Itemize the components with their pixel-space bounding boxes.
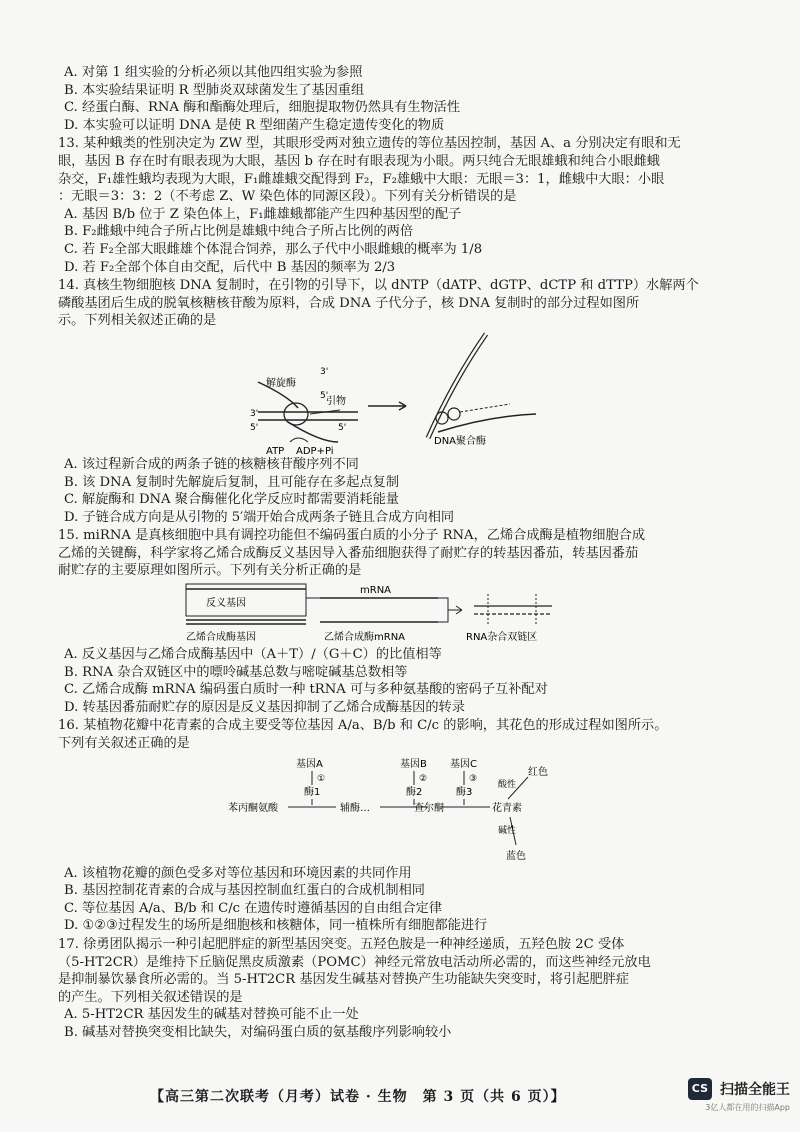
coenzyme-label: 辅酶… <box>340 802 370 814</box>
question-13 <box>58 135 748 276</box>
question-15 <box>58 527 748 716</box>
red-label: 红色 <box>528 766 548 778</box>
blue-label: 蓝色 <box>506 850 526 862</box>
q15-stem-2: 乙烯的关键酶，科学家将乙烯合成酶反义基因导入番茄细胞获得了耐贮存的转基因番茄，转基因番茄 <box>58 545 639 561</box>
end-5-top: 5' <box>320 390 329 401</box>
q15-option-c: C. 乙烯合成酶 mRNA 编码蛋白质时一种 tRNA 可与多种氨基酸的密码子互补配对 <box>64 682 548 698</box>
q13-option-d: D. 若 F₂全部个体自由交配，后代中 B 基因的频率为 2/3 <box>64 259 396 275</box>
step-1: ① <box>317 773 326 784</box>
watermark-brand: 扫描全能王 <box>720 1082 790 1098</box>
anthocyanin-label: 花青素 <box>492 802 522 814</box>
atp-arrow <box>290 438 308 442</box>
primer-label: 引物 <box>326 395 346 407</box>
q14-stem-3: 示。下列相关叙述正确的是 <box>58 313 217 329</box>
q16-option-a: A. 该植物花瓣的颜色受多对等位基因和环境因素的共同作用 <box>64 865 412 881</box>
scanner-watermark <box>688 1078 790 1113</box>
q15-option-a: A. 反义基因与乙烯合成酶基因中（A＋T）/（G＋C）的比值相等 <box>64 647 442 663</box>
q13-option-c: C. 若 F₂全部大眼雌雄个体混合饲养，那么子代中小眼雌蛾的概率为 1/8 <box>64 241 483 257</box>
adp-label: ADP+Pi <box>296 445 334 456</box>
q16-option-b: B. 基因控制花青素的合成与基因控制血红蛋白的合成机制相同 <box>64 883 425 899</box>
antisense-label: 反义基因 <box>206 598 246 610</box>
antisense-diagram <box>58 580 748 646</box>
page-content <box>58 64 748 1042</box>
q17-stem-1: 17. 徐勇团队揭示一种引起肥胖症的新型基因突变。五羟色胺是一种神经递质，五羟色胺 2C 受体 <box>58 937 625 952</box>
helicase-label: 解旋酶 <box>266 377 296 389</box>
mrna-label: mRNA <box>360 585 392 597</box>
q14-option-d: D. 子链合成方向是从引物的 5′端开始合成两条子链且合成方向相同 <box>64 509 455 525</box>
q13-stem-2: 眼，基因 B 存在时有眼表现为大眼，基因 b 存在时有眼表现为小眼。两只纯合无眼雄蛾和纯合小眼雌蛾 <box>58 153 660 169</box>
chalcone-label: 查尔酮 <box>414 802 444 814</box>
q16-stem-2: 下列有关叙述正确的是 <box>58 736 190 752</box>
q13-stem-1: 13. 某种蛾类的性别决定为 ZW 型，其眼形受两对独立遗传的等位基因控制，基因 A、a 分别决定有眼和无 <box>58 136 681 152</box>
q14-stem-1: 14. 真核生物细胞核 DNA 复制时，在引物的引导下，以 dNTP（dATP、dGTP、dCTP 和 dTTP）水解两个 <box>58 278 699 294</box>
q13-stem-4: ：无眼＝3：3：2（不考虑 Z、W 染色体的同源区段）。下列有关分析错误的是 <box>58 189 517 205</box>
q13-stem-3: 杂交，F₁雄性蛾均表现为大眼，F₁雌雄蛾交配得到 F₂，F₂雄蛾中大眼：无眼＝3：1，雌蛾中大眼：小眼 <box>58 171 665 187</box>
question-16 <box>58 717 748 935</box>
polymerase-right <box>448 408 460 420</box>
bracket <box>438 598 462 622</box>
q17-option-a: A. 5-HT2CR 基因发生的碱基对替换可能不止一处 <box>64 1007 359 1023</box>
q15-option-b: B. RNA 杂合双链区中的嘌呤碱基总数与嘧啶碱基总数相等 <box>64 664 408 680</box>
q15-stem-1: 15. miRNA 是真核细胞中具有调控功能但不编码蛋白质的小分子 RNA，乙烯合成酶是植物细胞合成 <box>58 528 646 544</box>
hybrid-label: RNA杂合双链区 <box>466 632 538 644</box>
polymerase-label: DNA聚合酶 <box>434 435 487 447</box>
q16-option-c: C. 等位基因 A/a、B/b 和 C/c 在遗传时遵循基因的自由组合定律 <box>64 900 443 916</box>
gene-a-label: 基因A <box>296 758 323 770</box>
q14-option-a: A. 该过程新合成的两条子链的核糖核苷酸序列不同 <box>64 456 359 472</box>
acidic-label: 酸性 <box>498 779 517 790</box>
dna-replication-figure <box>58 330 748 456</box>
q13-option-b: B. F₂雌蛾中纯合子所占比例是雄蛾中纯合子所占比例的两倍 <box>64 224 414 240</box>
q16-option-d: D. ①②③过程发生的场所是细胞核和核糖体，同一植株所有细胞都能进行 <box>64 918 488 934</box>
q14-option-c: C. 解旋酶和 DNA 聚合酶催化化学反应时都需要消耗能量 <box>64 492 399 508</box>
antisense-figure <box>58 580 748 646</box>
basic-label: 碱性 <box>498 825 517 836</box>
q12-option-a: A. 对第 1 组实验的分析必须以其他四组实验为参照 <box>64 65 363 80</box>
gene-c-label: 基因C <box>450 758 477 770</box>
new-strand-dashed <box>460 404 510 412</box>
q12-option-c: C. 经蛋白酶、RNA 酶和酯酶处理后，细胞提取物仍然具有生物活性 <box>64 100 461 116</box>
end-5-left: 5' <box>250 422 259 433</box>
end-3-left: 3' <box>250 408 259 419</box>
q17-option-b: B. 碱基对替换突变相比缺失，对编码蛋白质的氨基酸序列影响较小 <box>64 1024 452 1040</box>
gene-mrna-label: 乙烯合成酶mRNA <box>324 632 406 644</box>
cs-logo-icon: CS <box>688 1078 712 1100</box>
template-strand-outer <box>428 334 486 438</box>
question-17 <box>58 936 748 1042</box>
daughter-strand <box>438 414 536 432</box>
step-2: ② <box>419 773 428 784</box>
q16-stem-1: 16. 某植物花瓣中花青素的合成主要受等位基因 A/a、B/b 和 C/c 的影响，其花色的形成过程如图所示。 <box>58 718 668 734</box>
q12-option-d: D. 本实验可以证明 DNA 是使 R 型细菌产生稳定遗传变化的物质 <box>64 117 445 133</box>
enzyme-2: 酶2 <box>406 786 423 798</box>
q17-stem-2: （5-HT2CR）是维持下丘脑促黑皮质激素（POMC）神经元常放电活动所必需的，而这些神经元放电 <box>58 954 651 970</box>
enzyme-3: 酶3 <box>456 786 473 798</box>
anthocyanin-pathway-diagram <box>58 753 748 865</box>
anthocyanin-figure <box>58 753 748 865</box>
watermark-tagline: 3亿人都在用的扫描App <box>705 1103 790 1112</box>
q14-stem-2: 磷酸基团后生成的脱氧核糖核苷酸为原料，合成 DNA 子代分子，核 DNA 复制时的部分过程如图所 <box>58 295 640 311</box>
gene-label: 乙烯合成酶基因 <box>186 632 256 644</box>
q15-option-d: D. 转基因番茄耐贮存的原因是反义基因抑制了乙烯合成酶基因的转录 <box>64 699 465 715</box>
question-14 <box>58 277 748 526</box>
enzyme-1: 酶1 <box>304 786 321 798</box>
step-3: ③ <box>469 773 478 784</box>
end-3-top: 3' <box>320 366 329 377</box>
q12-options <box>58 64 748 134</box>
substrate-label: 苯丙酮氨酸 <box>228 802 278 814</box>
page-footer: 【高三第二次联考（月考）试卷 · 生物 第 3 页（共 6 页）】 <box>150 1089 566 1105</box>
gene-b-label: 基因B <box>400 758 427 770</box>
atp-label: ATP <box>266 445 285 456</box>
q14-option-b: B. 该 DNA 复制时先解旋后复制，且可能存在多起点复制 <box>64 474 400 490</box>
q13-option-a: A. 基因 B/b 位于 Z 染色体上，F₁雌雄蛾都能产生四种基因型的配子 <box>64 206 462 222</box>
q12-option-b: B. 本实验结果证明 R 型肺炎双球菌发生了基因重组 <box>64 82 365 98</box>
q17-stem-4: 的产生。下列相关叙述错误的是 <box>58 989 243 1005</box>
q15-stem-3: 耐贮存的主要原理如图所示。下列有关分析正确的是 <box>58 563 362 579</box>
q17-stem-3: 是抑制暴饮暴食所必需的。当 5-HT2CR 基因发生碱基对替换产生功能缺失突变时，将引起肥胖症 <box>58 972 630 988</box>
end-5-right: 5' <box>338 422 347 433</box>
dna-replication-diagram <box>58 330 748 456</box>
